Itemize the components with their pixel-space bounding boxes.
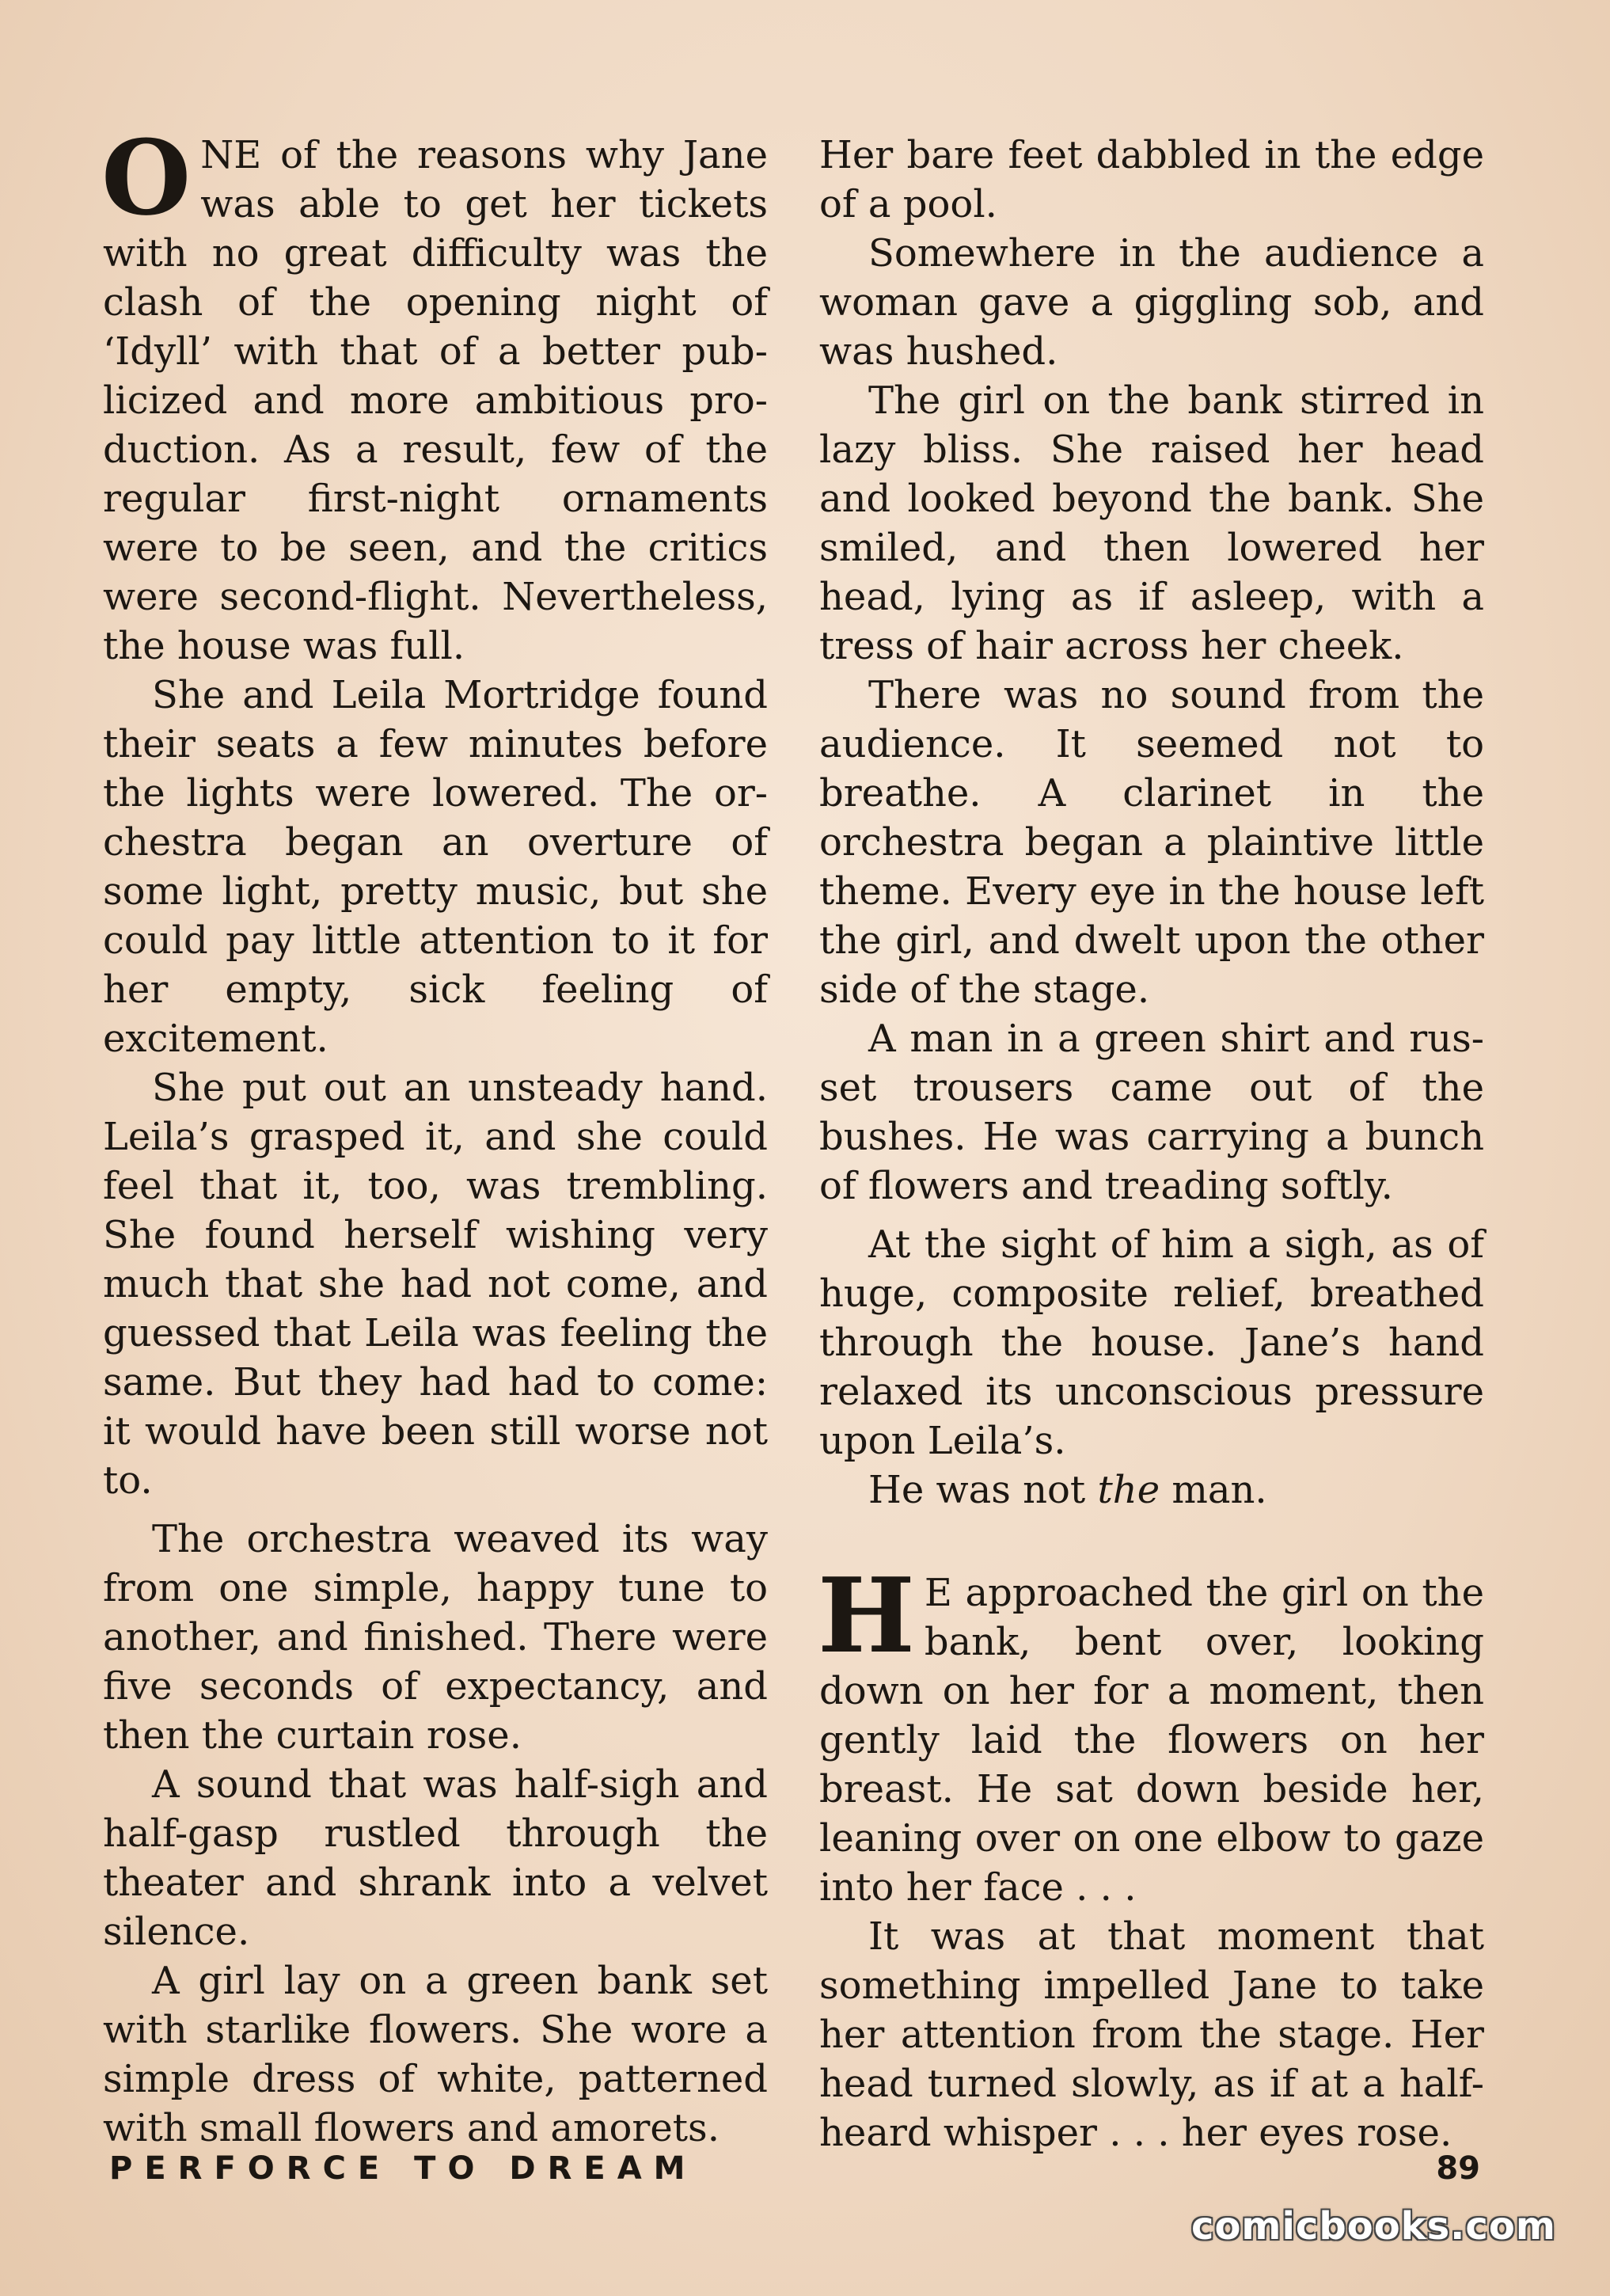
running-title: PERFORCE TO DREAM — [109, 2150, 697, 2187]
paragraph: At the sight of him a sigh, as of huge, composite relief, breathed through the house. Jane’s hand relaxed its unconscious pressure upon Leila’s. — [819, 1222, 1484, 1463]
paragraph — [818, 1555, 1484, 1912]
page-number: 89 — [1436, 2150, 1480, 2187]
paragraph: There was no sound from the audience. It seemed not to breathe. A clarinet in the orchestra began a plaintive little theme. Every eye in the house left the girl, and dwelt upon the other side of the stage. — [819, 673, 1484, 1012]
paragraph: A sound that was half-sigh and half-gasp rustled through the theater and shrank into a velvet silence. — [103, 1762, 768, 1954]
drop-cap: H — [818, 1555, 915, 1676]
right-column — [819, 131, 1484, 2157]
watermark: comicbooks.com — [1191, 2204, 1556, 2248]
paragraph-text: He was not — [868, 1468, 1098, 1512]
paragraph-text: NE of the reasons why Jane was able to get her tickets with no great difficulty was the clash of the opening night of ‘Idyll’ with that of a better publicized and more ambitious production. As a result, few of the regular first-night ornaments were to be seen, and the critics were second-flight. Nevertheless, the house was full. — [103, 133, 768, 668]
left-column — [101, 117, 768, 2153]
drop-cap: O — [101, 117, 192, 238]
paragraph: A man in a green shirt and russet trousers came out of the bushes. He was carrying a bunch of flowers and treading softly. — [819, 1017, 1484, 1208]
emphasis: the — [1097, 1468, 1160, 1512]
paragraph-text: man. — [1160, 1468, 1267, 1512]
paragraph: Her bare feet dabbled in the edge of a pool. — [819, 133, 1484, 226]
paragraph — [819, 1465, 1484, 1515]
paragraph: She put out an unsteady hand. Leila’s grasped it, and she could feel that it, too, was trembling. She found herself wishing very much that she had not come, and guessed that Leila was feeling the same. But they had had to come: it would have been still worse not to. — [103, 1066, 768, 1503]
paragraph: The girl on the bank stirred in lazy bliss. She raised her head and looked beyond the bank. She smiled, and then lowered her head, lying as if asleep, with a tress of hair across her cheek. — [819, 378, 1484, 668]
paragraph: She and Leila Mortridge found their seats a few minutes before the lights were lowered. The orchestra began an overture of some light, pretty music, but she could pay little attention to it for her empty, sick feeling of excitement. — [103, 673, 768, 1061]
paragraph: The orchestra weaved its way from one simple, happy tune to another, and finished. There were five seconds of expectancy, and then the curtain rose. — [103, 1517, 768, 1758]
paragraph — [101, 117, 768, 671]
paragraph: It was at that moment that something impelled Jane to take her attention from the stage. Her head turned slowly, as if at a half-heard whisper . . . her eyes rose. — [819, 1914, 1484, 2155]
paragraph: Somewhere in the audience a woman gave a giggling sob, and was hushed. — [819, 231, 1484, 374]
paragraph-text: E approached the girl on the bank, bent over, looking down on her for a moment, then gently laid the flowers on her breast. He sat down beside her, leaning over on one elbow to gaze into her face . . . — [819, 1571, 1484, 1910]
paragraph: A girl lay on a green bank set with starlike flowers. She wore a simple dress of white, patterned with small flowers and amorets. — [103, 1959, 768, 2150]
